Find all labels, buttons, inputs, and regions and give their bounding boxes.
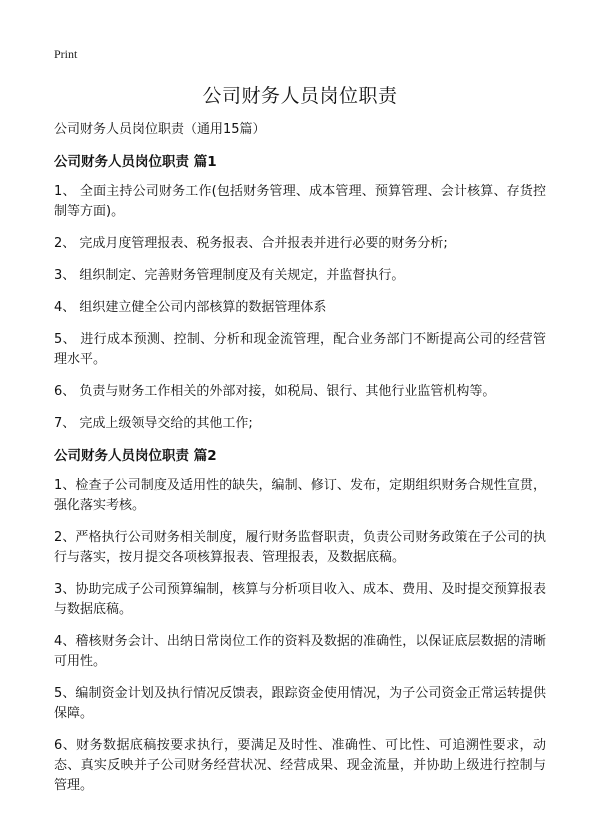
list-item: 3、协助完成子公司预算编制，核算与分析项目收入、成本、费用、及时提交预算报表与数据底稿。 — [54, 582, 546, 617]
list-item: 6、财务数据底稿按要求执行，要满足及时性、准确性、可比性、可追溯性要求，动态、真实反映并子公司财务经营状况、经营成果、现金流量，并协助上级进行控制与管理。 — [54, 738, 546, 793]
list-item: 2、严格执行公司财务相关制度，履行财务监督职责，负责公司财务政策在子公司的执行与落实，按月提交各项核算报表、管理报表，及数据底稿。 — [54, 530, 546, 565]
list-item: 1、 全面主持公司财务工作(包括财务管理、成本管理、预算管理、会计核算、存货控制等方面)。 — [54, 184, 546, 219]
section-heading: 公司财务人员岗位职责 篇2 — [54, 448, 217, 464]
section-2 — [54, 446, 546, 796]
print-label: Print — [54, 47, 78, 61]
section-1 — [54, 152, 546, 434]
list-item: 5、编制资金计划及执行情况反馈表，跟踪资金使用情况，为子公司资金正常运转提供保障。 — [54, 686, 546, 721]
document-subtitle: 公司财务人员岗位职责（通用15篇） — [54, 122, 266, 137]
document-title: 公司财务人员岗位职责 — [202, 85, 398, 107]
list-item: 5、 进行成本预测、控制、分析和现金流管理，配合业务部门不断提高公司的经营管理水平。 — [54, 332, 546, 367]
list-item: 1、检查子公司制度及适用性的缺失，编制、修订、发布，定期组织财务合规性宣贯，强化落实考核。 — [54, 478, 546, 513]
list-item: 2、 完成月度管理报表、税务报表、合并报表并进行必要的财务分析; — [54, 236, 448, 251]
list-item: 6、 负责与财务工作相关的外部对接，如税局、银行、其他行业监管机构等。 — [54, 384, 496, 399]
list-item: 7、 完成上级领导交给的其他工作; — [54, 416, 253, 431]
list-item: 3、 组织制定、完善财务管理制度及有关规定，并监督执行。 — [54, 268, 405, 283]
list-item: 4、稽核财务会计、出纳日常岗位工作的资料及数据的准确性，以保证底层数据的清晰可用性。 — [54, 634, 546, 669]
section-heading: 公司财务人员岗位职责 篇1 — [54, 154, 217, 170]
list-item: 4、 组织建立健全公司内部核算的数据管理体系 — [54, 300, 327, 315]
